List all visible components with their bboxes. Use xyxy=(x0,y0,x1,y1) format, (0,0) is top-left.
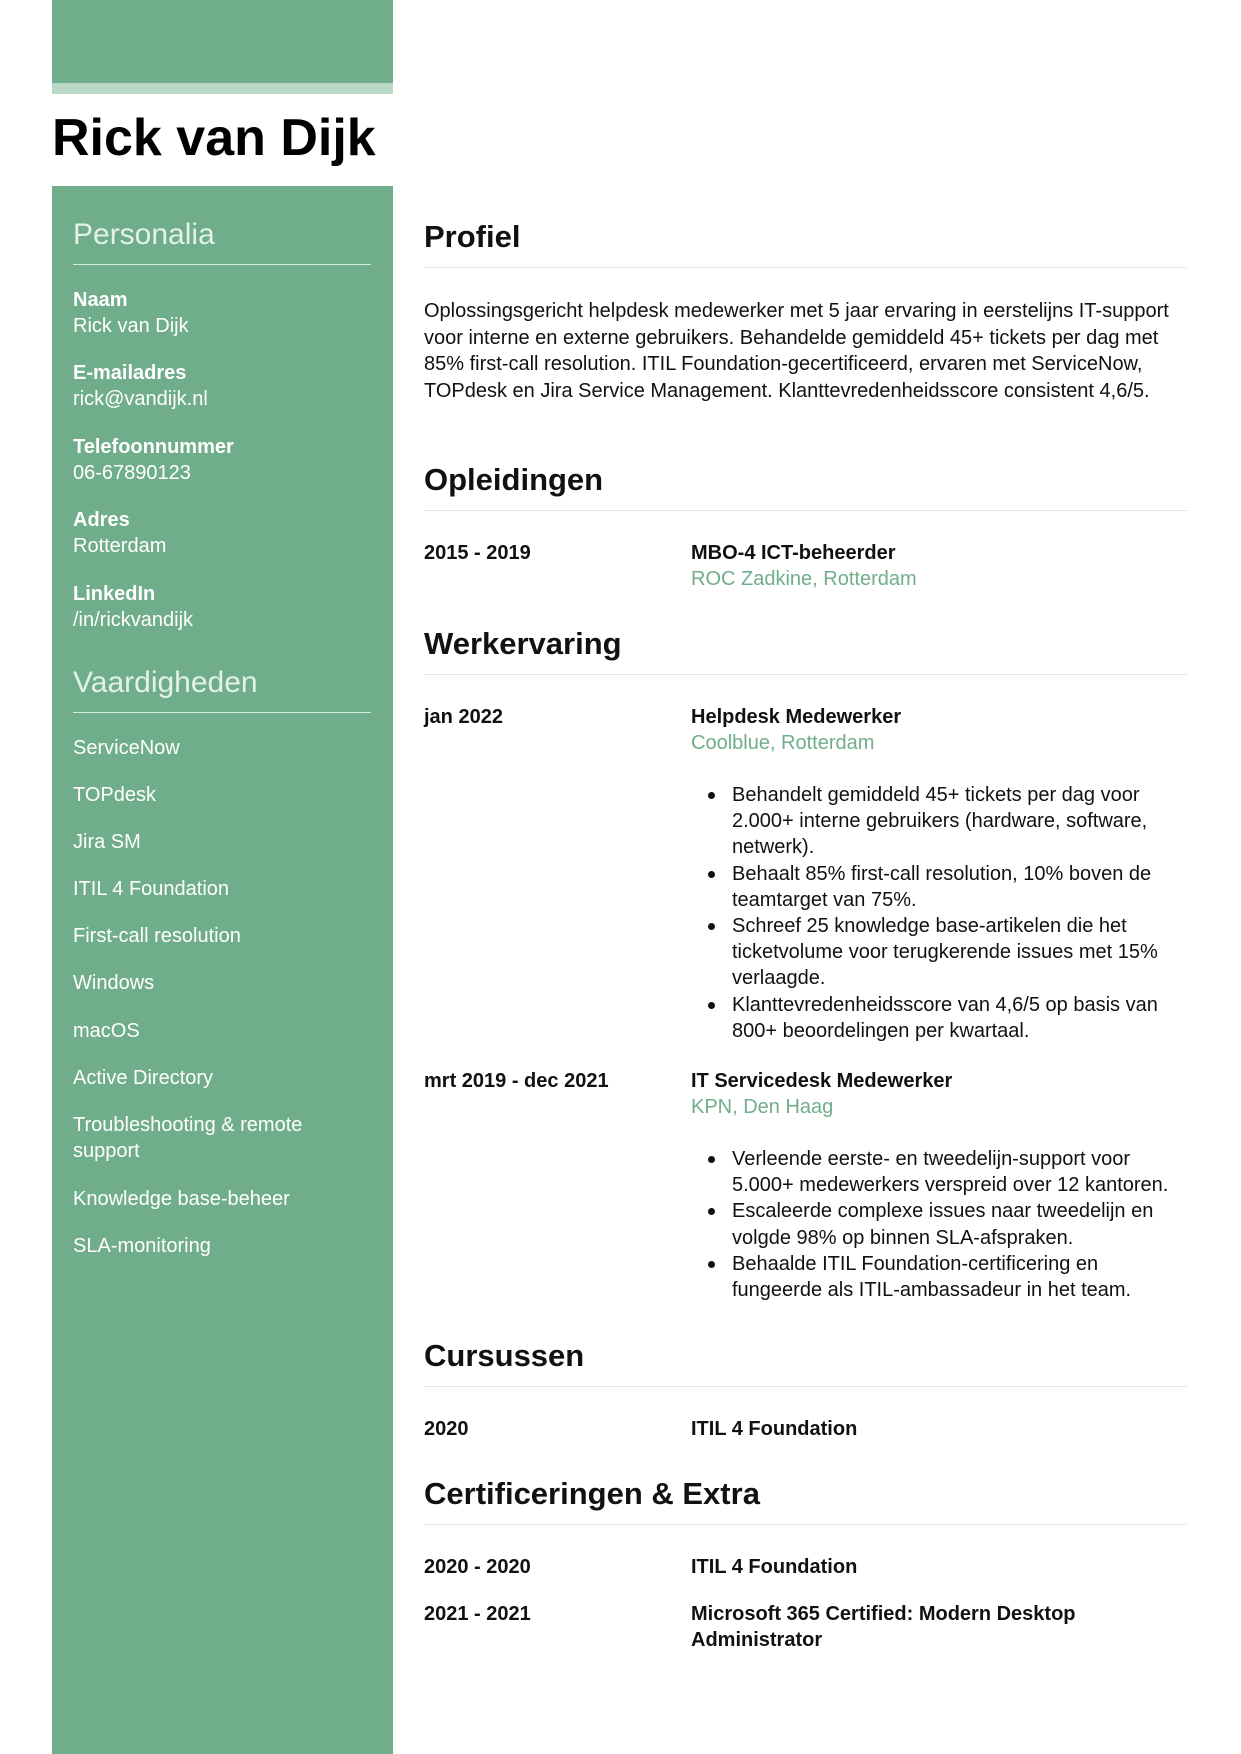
education-section xyxy=(424,462,1187,511)
bullet-item: Behandelt gemiddeld 45+ tickets per dag voor 2.000+ interne gebruikers (hardware, software, netwerk). xyxy=(691,782,1187,861)
entry-title: ITIL 4 Foundation xyxy=(691,1418,858,1440)
entry-date: 2020 xyxy=(424,1418,469,1440)
personalia-item-linkedin xyxy=(73,581,371,633)
entry-body xyxy=(691,540,1187,592)
entry-subtitle: Coolblue, Rotterdam xyxy=(691,732,875,754)
entry-subtitle: ROC Zadkine, Rotterdam xyxy=(691,568,917,590)
personalia-item-email xyxy=(73,360,371,412)
entry-body xyxy=(691,1554,1187,1580)
entry-body xyxy=(691,1416,1187,1442)
personalia-value: rick@vandijk.nl xyxy=(73,388,208,410)
skill-item: Knowledge base-beheer xyxy=(73,1188,290,1210)
profile-section xyxy=(424,219,1187,268)
skill-item: Jira SM xyxy=(73,831,141,853)
candidate-name: Rick van Dijk xyxy=(52,109,376,167)
entry-body xyxy=(691,704,1187,1044)
personalia-label: Adres xyxy=(73,509,130,531)
bullet-item: Klanttevredenheidsscore van 4,6/5 op basis van 800+ beoordelingen per kwartaal. xyxy=(691,992,1187,1044)
experience-section xyxy=(424,626,1187,675)
entry-date: 2021 - 2021 xyxy=(424,1603,531,1625)
entry-title: IT Servicedesk Medewerker xyxy=(691,1070,953,1092)
sidebar-top-block xyxy=(52,0,393,83)
skill-item: First-call resolution xyxy=(73,925,241,947)
bullet-item: Behaalt 85% first-call resolution, 10% boven de teamtarget van 75%. xyxy=(691,861,1187,913)
profile-heading: Profiel xyxy=(424,219,1187,268)
personalia-label: Telefoonnummer xyxy=(73,436,234,458)
skills-section xyxy=(73,666,371,713)
entry-title: Helpdesk Medewerker xyxy=(691,706,902,728)
entry-title: Microsoft 365 Certified: Modern Desktop Administrator xyxy=(691,1603,1076,1651)
entry-title: MBO-4 ICT-beheerder xyxy=(691,542,896,564)
education-heading: Opleidingen xyxy=(424,462,1187,511)
sidebar-accent-strip xyxy=(52,83,393,94)
entry-bullets xyxy=(691,782,1187,1044)
entry-body xyxy=(691,1068,1187,1303)
courses-heading: Cursussen xyxy=(424,1338,1187,1387)
entry-title: ITIL 4 Foundation xyxy=(691,1556,858,1578)
personalia-value: /in/rickvandijk xyxy=(73,609,194,631)
bullet-item: Schreef 25 knowledge base-artikelen die het ticketvolume voor terugkerende issues met 15% verlaagde. xyxy=(691,913,1187,992)
entry-bullets xyxy=(691,1146,1187,1303)
entry-date: mrt 2019 - dec 2021 xyxy=(424,1070,609,1092)
personalia-label: Naam xyxy=(73,289,128,311)
certifications-heading: Certificeringen & Extra xyxy=(424,1476,1187,1525)
entry-date: jan 2022 xyxy=(424,706,503,728)
personalia-heading: Personalia xyxy=(73,218,371,265)
skill-item: SLA-monitoring xyxy=(73,1235,211,1257)
personalia-label: E-mailadres xyxy=(73,362,187,384)
bullet-item: Verleende eerste- en tweedelijn-support voor 5.000+ medewerkers verspreid over 12 kantoren. xyxy=(691,1146,1187,1198)
skill-item: ServiceNow xyxy=(73,737,180,759)
skill-item: Windows xyxy=(73,972,155,994)
skill-item: Active Directory xyxy=(73,1067,214,1089)
entry-date: 2020 - 2020 xyxy=(424,1556,531,1578)
personalia-value: Rotterdam xyxy=(73,535,167,557)
skills-heading: Vaardigheden xyxy=(73,666,371,713)
personalia-label: LinkedIn xyxy=(73,583,156,605)
skill-item: macOS xyxy=(73,1020,140,1042)
profile-text: Oplossingsgericht helpdesk medewerker met 5 jaar ervaring in eerstelijns IT-support voor interne en externe gebruikers. Behandelde gemiddeld 45+ tickets per dag met 85% first-call resolution. ITIL Foundation-gecertificeerd, ervaren met ServiceNow, TOPdesk en Jira Service Management. Klanttevredenheidsscore consistent 4,6/5. xyxy=(424,300,1169,402)
personalia-section xyxy=(73,218,371,265)
courses-section xyxy=(424,1338,1187,1387)
experience-heading: Werkervaring xyxy=(424,626,1187,675)
personalia-item-address xyxy=(73,507,371,559)
skill-item: ITIL 4 Foundation xyxy=(73,878,230,900)
personalia-item-phone xyxy=(73,434,371,486)
entry-subtitle: KPN, Den Haag xyxy=(691,1096,834,1118)
skill-item: Troubleshooting & remote support xyxy=(73,1114,303,1162)
personalia-item-name xyxy=(73,287,371,339)
bullet-item: Behaalde ITIL Foundation-certificering en fungeerde als ITIL-ambassadeur in het team. xyxy=(691,1251,1187,1303)
certifications-section xyxy=(424,1476,1187,1525)
entry-date: 2015 - 2019 xyxy=(424,542,531,564)
skill-item: TOPdesk xyxy=(73,784,156,806)
entry-body xyxy=(691,1601,1187,1653)
personalia-value: Rick van Dijk xyxy=(73,315,189,337)
personalia-value: 06-67890123 xyxy=(73,462,191,484)
bullet-item: Escaleerde complexe issues naar tweedelijn en volgde 98% op binnen SLA-afspraken. xyxy=(691,1198,1187,1250)
